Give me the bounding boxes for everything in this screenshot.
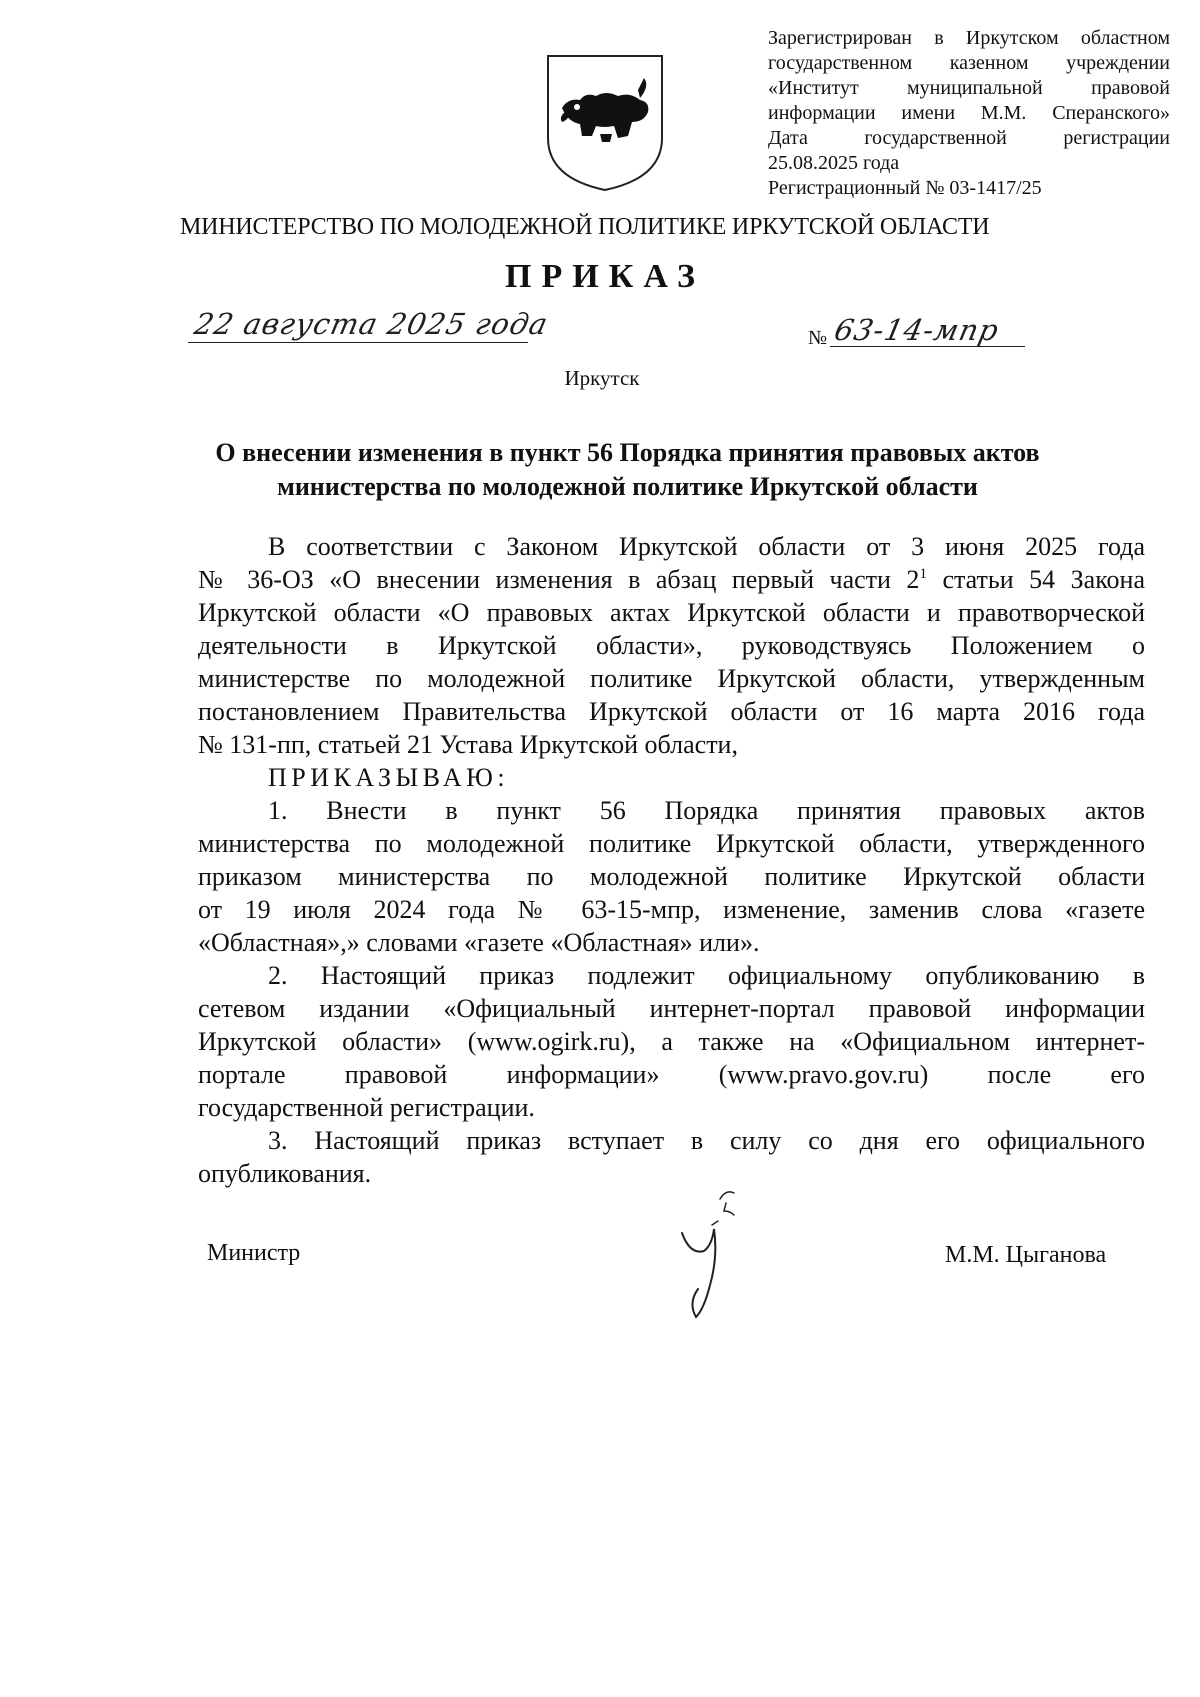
number-sign: № [808, 327, 828, 349]
superscript: 1 [919, 566, 927, 582]
body-line: от 19 июля 2024 года № 63-15-мпр, изменение, заменив слова «газете [198, 895, 1145, 924]
body-line: Иркутской области «О правовых актах Иркутской области и правотворческой [198, 598, 1145, 627]
signature-icon [660, 1185, 800, 1320]
document-type: ПРИКАЗ [505, 258, 705, 295]
body-line: портале правовой информации» (www.pravo.gov.ru) после его [198, 1060, 1145, 1089]
body-line: 3. Настоящий приказ вступает в силу со дня его официального [268, 1126, 1145, 1155]
registration-line: «Институт муниципальной правовой [768, 77, 1170, 99]
body-line: государственной регистрации. [198, 1093, 535, 1122]
body-line: деятельности в Иркутской области», руководствуясь Положением о [198, 631, 1145, 660]
city: Иркутск [564, 366, 640, 390]
body-line: В соответствии с Законом Иркутской области от 3 июня 2025 года [268, 532, 1145, 561]
registration-line: Зарегистрирован в Иркутском областном [768, 27, 1170, 49]
body-line: № 36-ОЗ «О внесении изменения в абзац первый части 2$^1$ статьи 54 Закона [198, 565, 1145, 594]
coat-of-arms-icon [540, 50, 670, 195]
signer-position: Министр [207, 1240, 301, 1266]
registration-line: государственном казенном учреждении [768, 52, 1170, 74]
document-title [150, 436, 1105, 504]
registration-line: информации имени М.М. Сперанского» [768, 102, 1170, 124]
body-line: Иркутской области» (www.ogirk.ru), а также на «Официальном интернет- [198, 1027, 1145, 1056]
title-line: О внесении изменения в пункт 56 Порядка принятия правовых актов [215, 438, 1040, 467]
document-date: 22 августа 2025 года [191, 307, 552, 341]
body-line: министерстве по молодежной политике Иркутской области, утвержденным [198, 664, 1145, 693]
body-line: «Областная»,» словами «газете «Областная» или». [198, 928, 760, 957]
signer-name: М.М. Цыганова [945, 1242, 1107, 1268]
registration-stamp [768, 26, 1170, 201]
document-body [198, 530, 1145, 1190]
title-line: министерства по молодежной политике Иркутской области [277, 472, 978, 501]
body-line: постановлением Правительства Иркутской области от 16 марта 2016 года [198, 697, 1145, 726]
body-line: № 131-пп, статьей 21 Устава Иркутской области, [198, 730, 738, 759]
document-number: 63-14-мпр [831, 313, 1003, 347]
order-word: ПРИКАЗЫВАЮ: [268, 763, 510, 792]
body-line: опубликования. [198, 1159, 372, 1188]
registration-number: Регистрационный № 03-1417/25 [768, 177, 1042, 199]
registration-line: Дата государственной регистрации [768, 127, 1170, 149]
body-line: приказом министерства по молодежной политике Иркутской области [198, 862, 1145, 891]
ministry-name: МИНИСТЕРСТВО ПО МОЛОДЕЖНОЙ ПОЛИТИКЕ ИРКУТСКОЙ ОБЛАСТИ [180, 214, 990, 240]
body-line: 2. Настоящий приказ подлежит официальному опубликованию в [268, 961, 1145, 990]
body-line: министерства по молодежной политике Иркутской области, утвержденного [198, 829, 1145, 858]
date-underline [188, 342, 528, 343]
body-line: сетевом издании «Официальный интернет-портал правовой информации [198, 994, 1145, 1023]
registration-date: 25.08.2025 года [768, 152, 900, 174]
body-line: 1. Внести в пункт 56 Порядка принятия правовых актов [268, 796, 1145, 825]
number-underline [830, 346, 1025, 347]
